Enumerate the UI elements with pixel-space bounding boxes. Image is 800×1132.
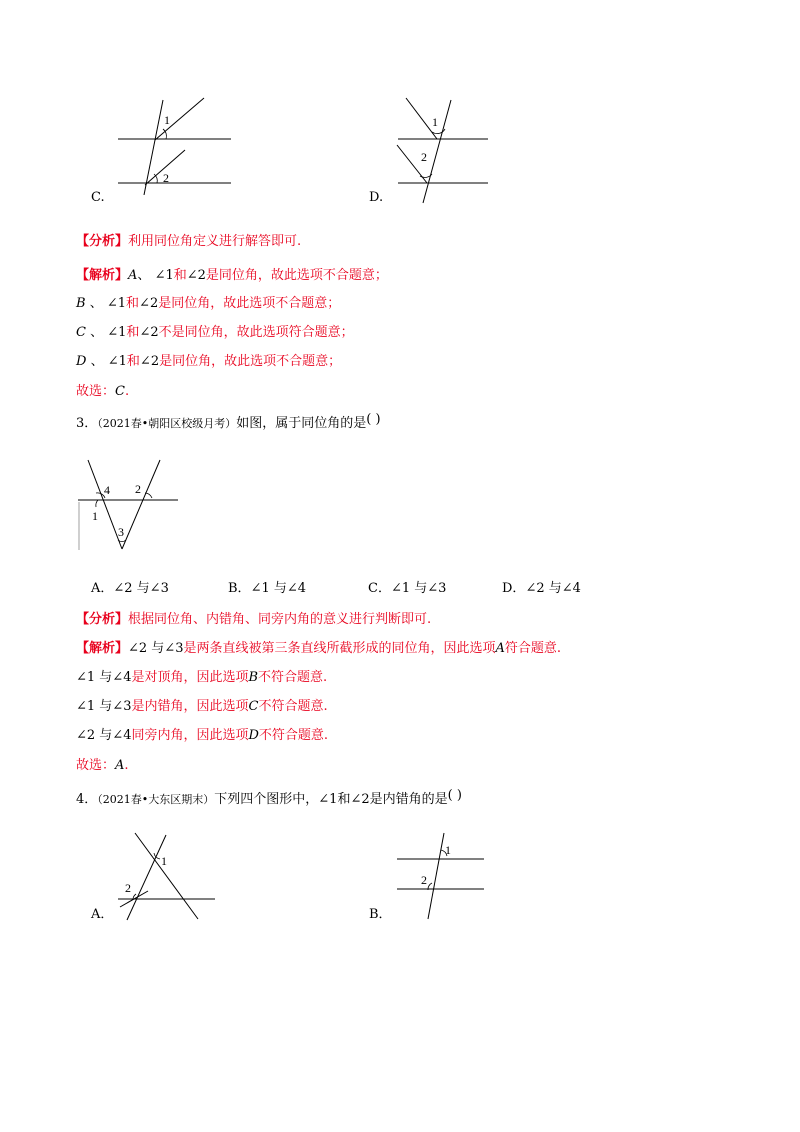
q4-source: （2021春•大东区期末） [97, 793, 215, 806]
figure-d-letter: D. [369, 190, 384, 205]
q3-paren: ( ) [366, 412, 381, 427]
q4-figure-b-angle2-label: 2 [421, 873, 427, 887]
q3-solution-line-4: ∠2 与∠4同旁内角，因此选项D不符合题意. [76, 728, 329, 743]
q3-number: 3． [76, 416, 98, 431]
q3-analysis [76, 611, 431, 629]
figure-c [112, 95, 242, 195]
q4-figure-b [392, 830, 492, 922]
q2-analysis-text: 利用同位角定义进行解答即可. [128, 234, 302, 249]
q3-figure [72, 450, 187, 558]
figure-d-angle2-label: 2 [421, 150, 427, 164]
q3-analysis-text: 根据同位角、内错角、同旁内角的意义进行判断即可. [128, 612, 432, 627]
q3-answer: 故选：A. [76, 758, 129, 773]
q2-answer: 故选：C. [76, 384, 130, 399]
q3-figure-label-4: 4 [104, 483, 110, 497]
q4-figure-a [112, 830, 222, 922]
q4-figure-a-letter: A． [91, 907, 114, 922]
q2-solution-tag: 【解析】 [76, 268, 129, 283]
figure-d [392, 95, 502, 205]
q4-figure-a-angle2-label: 2 [125, 881, 131, 895]
q3-source: （2021春•朝阳区校级月考） [97, 417, 237, 430]
q3-stem-text: 如图，属于同位角的是 [236, 416, 367, 431]
q3-option-b[interactable]: B．∠1 与∠4 [228, 581, 307, 596]
q4-stem: 4．（2021春•大东区期末）下列四个图形中，∠1和∠2是内错角的是( ) [76, 788, 462, 807]
q3-solution-line-3: ∠1 与∠3是内错角，因此选项C不符合题意. [76, 699, 328, 714]
figure-c-angle1-label: 1 [164, 113, 170, 127]
q3-option-a[interactable]: A．∠2 与∠3 [91, 581, 169, 596]
q3-solution-line-2: ∠1 与∠4是对顶角，因此选项B不符合题意. [76, 670, 328, 685]
q3-option-c[interactable]: C．∠1 与∠3 [368, 581, 447, 596]
q3-analysis-tag: 【分析】 [76, 612, 129, 627]
q4-paren: ( ) [447, 788, 462, 803]
q4-figure-b-angle1-label: 1 [445, 843, 451, 857]
q2-solution-line-d: D 、 ∠1和∠2是同位角，故此选项不合题意； [76, 354, 342, 369]
q2-analysis [76, 233, 301, 251]
figure-c-angle2-label: 2 [163, 171, 169, 185]
figure-d-angle1-label: 1 [432, 115, 438, 129]
q3-option-d[interactable]: D．∠2 与∠4 [502, 581, 581, 596]
q2-analysis-tag: 【分析】 [76, 234, 129, 249]
q2-solution-line-a: 【解析】A、 ∠1和∠2是同位角，故此选项不合题意； [76, 268, 388, 283]
q3-answer-value: A [115, 758, 125, 773]
q3-figure-label-3: 3 [118, 525, 124, 539]
q3-figure-label-2: 2 [135, 482, 141, 496]
q4-figure-b-letter: B． [369, 907, 392, 922]
q3-solution-line-1: 【解析】∠2 与∠3是两条直线被第三条直线所截形成的同位角，因此选项A符合题意. [76, 641, 562, 656]
q4-figure-a-angle1-label: 1 [161, 854, 167, 868]
q2-answer-value: C [115, 384, 125, 399]
q2-solution-line-c: C 、 ∠1和∠2不是同位角，故此选项符合题意； [76, 325, 354, 340]
q3-stem [76, 412, 381, 433]
q3-solution-tag: 【解析】 [76, 641, 129, 656]
q4-number: 4． [76, 792, 98, 807]
q2-solution-line-b: B 、 ∠1和∠2是同位角，故此选项不合题意； [76, 296, 341, 311]
figure-c-letter: C. [91, 190, 105, 205]
q3-figure-label-1: 1 [92, 509, 98, 523]
